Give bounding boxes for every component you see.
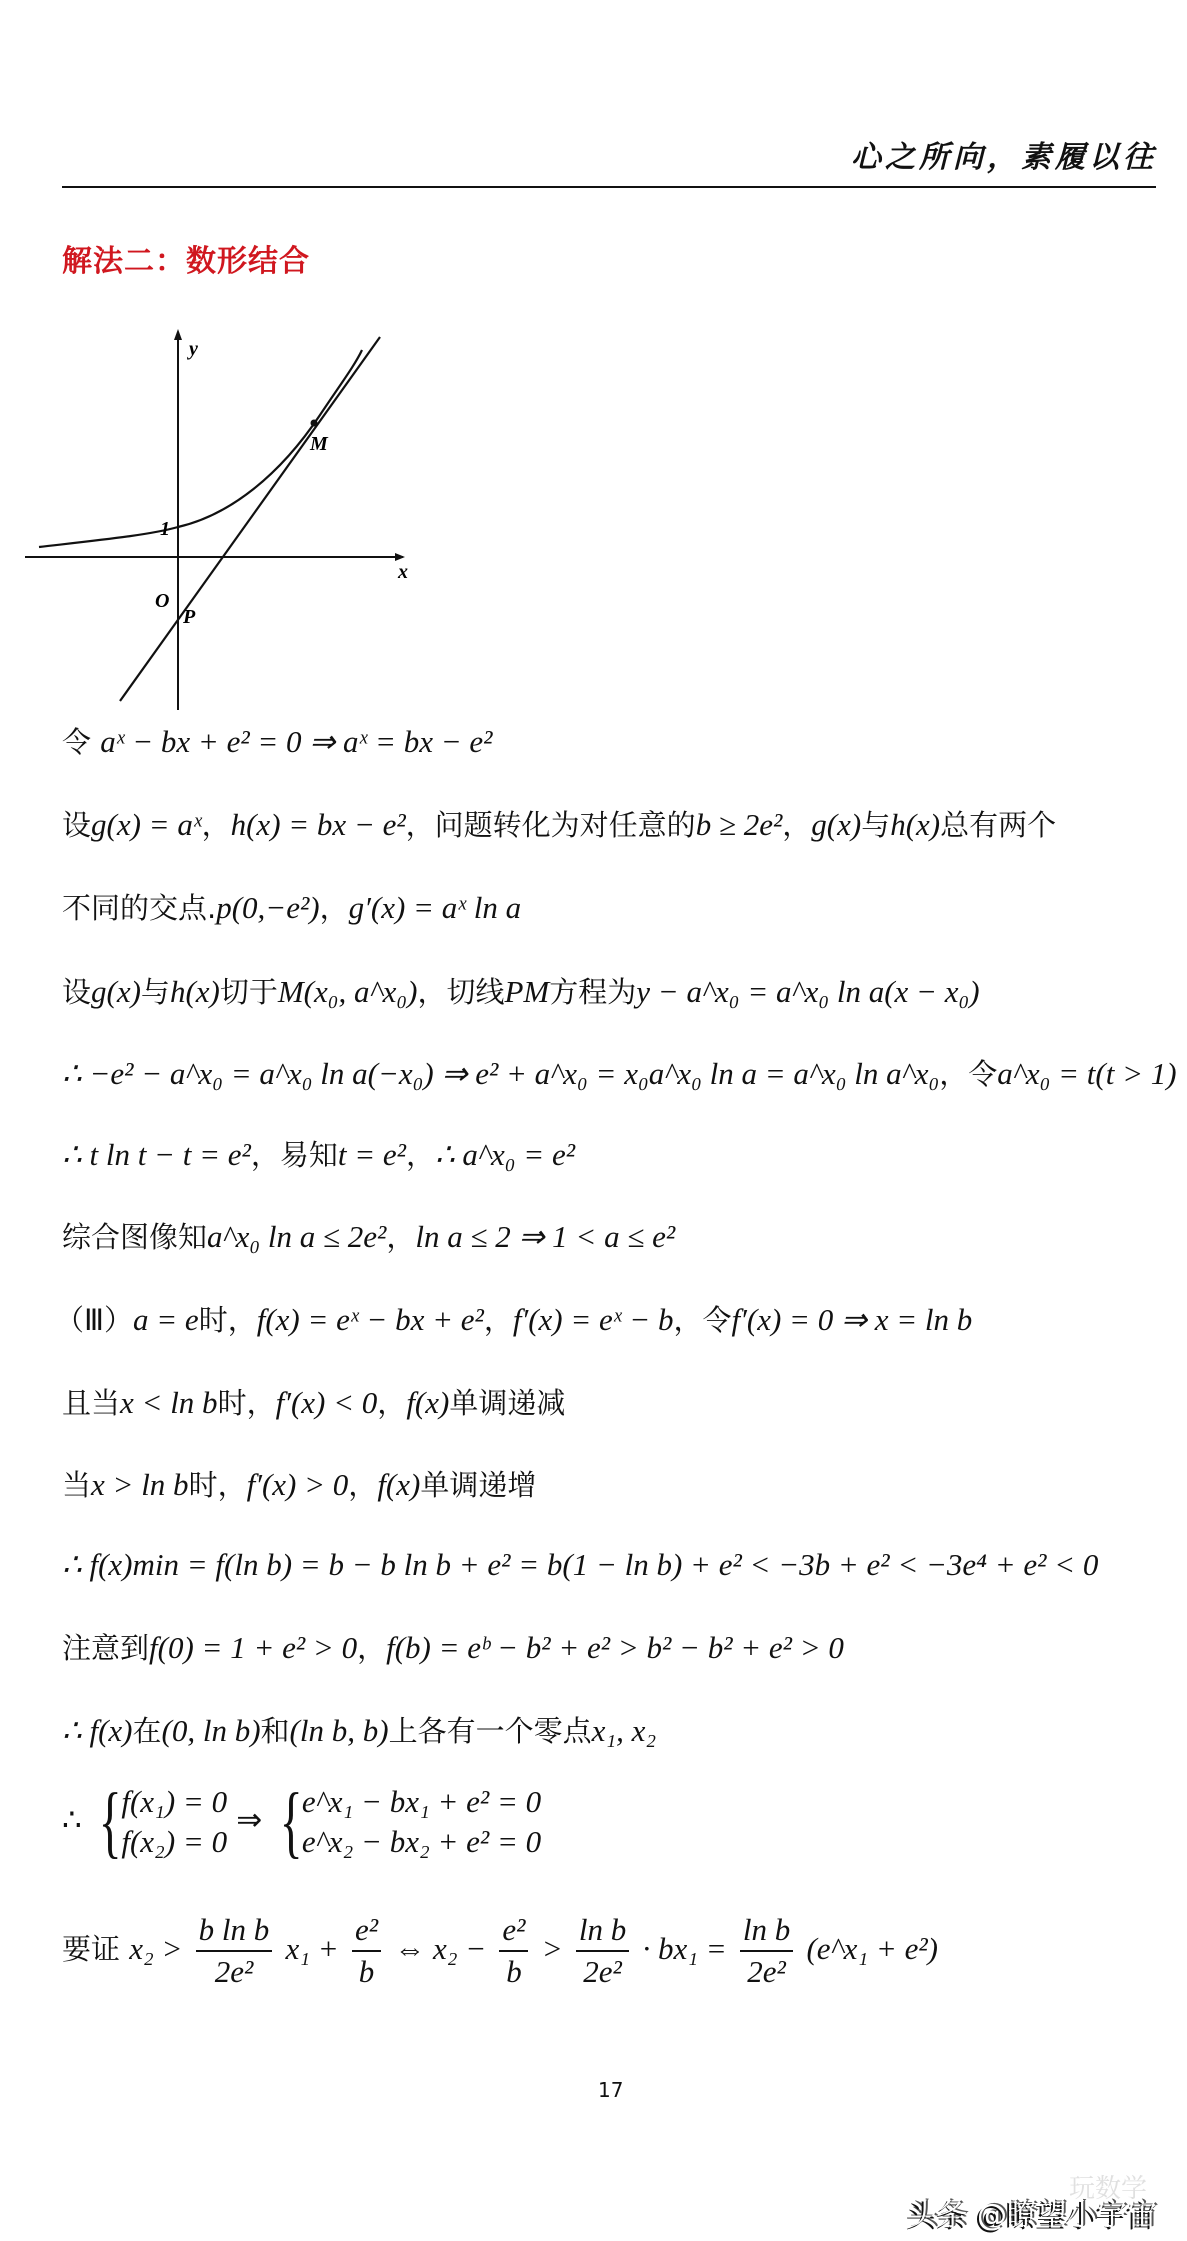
text: ，易知 [250,1138,338,1172]
x-axis-label: x [398,561,408,583]
header-motto: 心之所向，素履以往 [851,140,1157,175]
math: (0, ln b) [161,1713,261,1748]
math: x < ln b [120,1385,218,1420]
math: f′(x) = eˣ − b [512,1302,674,1337]
math: ⇔ x₂ − [394,1931,487,1966]
text: （Ⅲ） [55,1303,133,1337]
brace-icon: { [98,1778,122,1866]
text: 综合图像知 [62,1220,208,1254]
math: h(x) [169,974,220,1009]
math: M(x₀, a^x₀) [277,974,418,1009]
equation-line-3 [62,888,521,928]
equation-system [62,1778,542,1866]
text: 总有两个 [940,808,1057,842]
tangent-graph [20,325,420,715]
fraction: $\frac{\text{e²}}{b}$ [499,1910,528,1992]
math: f(0) = 1 + e² > 0 [149,1630,358,1665]
fraction: $\frac{\text{ln b}}{\text{2e²}}$ [576,1910,629,1992]
text: ，问题转化为对任意的 [405,808,696,842]
math: t = e² [337,1137,406,1172]
fraction: $\frac{\text{b ln b}}{\text{2e²}}$ [196,1910,273,1992]
text: 方程为 [549,975,637,1009]
math: f′(x) > 0 [246,1467,349,1502]
equation-line-13 [62,1711,656,1751]
math: a^x₀ ln a ≤ 2e² [207,1219,387,1254]
equation-line-9 [62,1383,565,1423]
math: f(x₁) = 0 [121,1784,228,1819]
math: x₁, x₂ [591,1713,657,1748]
math: ln a ≤ 2 ⇒ 1 < a ≤ e² [415,1219,676,1254]
text: ，令 [673,1303,732,1337]
math: (ln b, b) [289,1713,389,1748]
text: 要证 [62,1932,121,1966]
text: 单调递减 [449,1386,566,1420]
math: f′(x) < 0 [275,1385,378,1420]
text: ， [782,808,812,842]
math: e^x₂ − bx₂ + e² = 0 [301,1824,542,1859]
watermark: 头条 @瞭望小宇宙 [907,2198,1157,2233]
math: f(x) [377,1467,421,1502]
right-system [272,1778,542,1866]
text: 单调递增 [420,1468,537,1502]
therefore-symbol: ∴ [62,1802,82,1837]
math: · bx₁ = [642,1931,727,1966]
point-p-label: P [183,606,196,628]
text: ， [377,1386,407,1420]
equation-line-1 [62,722,492,762]
math: b ≥ 2e² [695,807,783,842]
brace-icon: { [279,1778,303,1866]
math: x₂ > [129,1931,183,1966]
section-title: 解法二：数形结合 [62,244,310,279]
text: 时， [217,1386,276,1420]
text: ， [348,1468,378,1502]
text: ，切线 [417,975,505,1009]
text: 设 [62,808,92,842]
watermark-ghost: 玩数学 [1068,2174,1147,2204]
text: ， [201,808,231,842]
text: 设 [62,975,92,1009]
text: 时， [188,1468,247,1502]
text: 注意到 [62,1631,150,1665]
math: h(x) = bx − e² [230,807,406,842]
header-divider [62,186,1156,188]
math: PM [504,974,550,1009]
text: ， [357,1631,387,1665]
text: ，令 [939,1057,998,1091]
math: g(x) [811,807,862,842]
math: x₁ + [285,1931,339,1966]
equation-line-7 [62,1217,675,1257]
math: p(0,−e²) [216,890,320,925]
equation-line-8 [55,1300,972,1340]
origin-label: O [155,590,170,612]
math: ∴ t ln t − t = e² [62,1137,251,1172]
equation-line-10 [62,1465,536,1505]
math: f(b) = eᵇ − b² + e² > b² − b² + e² > 0 [386,1630,844,1665]
equation-line-4 [62,972,980,1012]
text: 且当 [62,1386,121,1420]
equation-line-5 [62,1054,1177,1094]
math: g′(x) = aˣ ln a [348,890,522,925]
math: a = e [133,1302,199,1337]
math: (e^x₁ + e²) [806,1931,938,1966]
math: x > ln b [91,1467,189,1502]
text: ， [319,891,349,925]
math: h(x) [890,807,941,842]
text: 令 [62,725,92,759]
text: ， [386,1220,416,1254]
fraction: $\frac{\text{e²}}{b}$ [352,1910,381,1992]
math: aˣ − bx + e² = 0 ⇒ aˣ = bx − e² [100,724,493,759]
equation-line-15 [62,1910,938,1992]
math: g(x) = aˣ [91,807,202,842]
math: ∴ a^x₀ = e² [434,1137,576,1172]
math: f(x₂) = 0 [121,1824,228,1859]
text: 与 [861,808,891,842]
math: ∴ f(x)min = f(ln b) = b − b ln b + e² = b(1 − ln b) + e² < −3b + e² < −3e⁴ + e² < 0 [62,1547,1099,1582]
equation-line-6 [62,1135,575,1175]
equation-line-12 [62,1628,844,1668]
text: 时， [198,1303,257,1337]
math: f′(x) = 0 ⇒ x = ln b [731,1302,973,1337]
text: 不同的交点. [62,891,217,925]
text: 当 [62,1468,92,1502]
point-m-label: M [310,433,328,455]
equation-line-11 [62,1545,1098,1585]
math: f(x) = eˣ − bx + e² [256,1302,484,1337]
intercept-label: 1 [160,518,170,540]
text: ， [483,1303,513,1337]
page-number: 17 [598,2078,624,2102]
math: e^x₁ − bx₁ + e² = 0 [301,1784,542,1819]
fraction: $\frac{\text{ln b}}{\text{2e²}}$ [740,1910,793,1992]
implies-arrow: ⇒ [236,1802,263,1837]
text: 和 [260,1714,290,1748]
text: 切于 [219,975,278,1009]
text: 与 [140,975,170,1009]
left-system [91,1778,228,1866]
text: ， [405,1138,435,1172]
math: g(x) [91,974,141,1009]
math: ∴ f(x) [62,1713,133,1748]
text: 上各有一个零点 [388,1714,592,1748]
y-axis-label: y [189,338,198,360]
math: a^x₀ = t(t > 1) [997,1056,1177,1091]
math: f(x) [406,1385,450,1420]
equation-line-2 [62,805,1056,845]
math: > [541,1931,563,1966]
math: ∴ −e² − a^x₀ = a^x₀ ln a(−x₀) ⇒ e² + a^x₀ = x₀a^x₀ ln a = a^x₀ ln a^x₀ [62,1056,940,1091]
math: y − a^x₀ = a^x₀ ln a(x − x₀) [636,974,980,1009]
text: 在 [132,1714,162,1748]
